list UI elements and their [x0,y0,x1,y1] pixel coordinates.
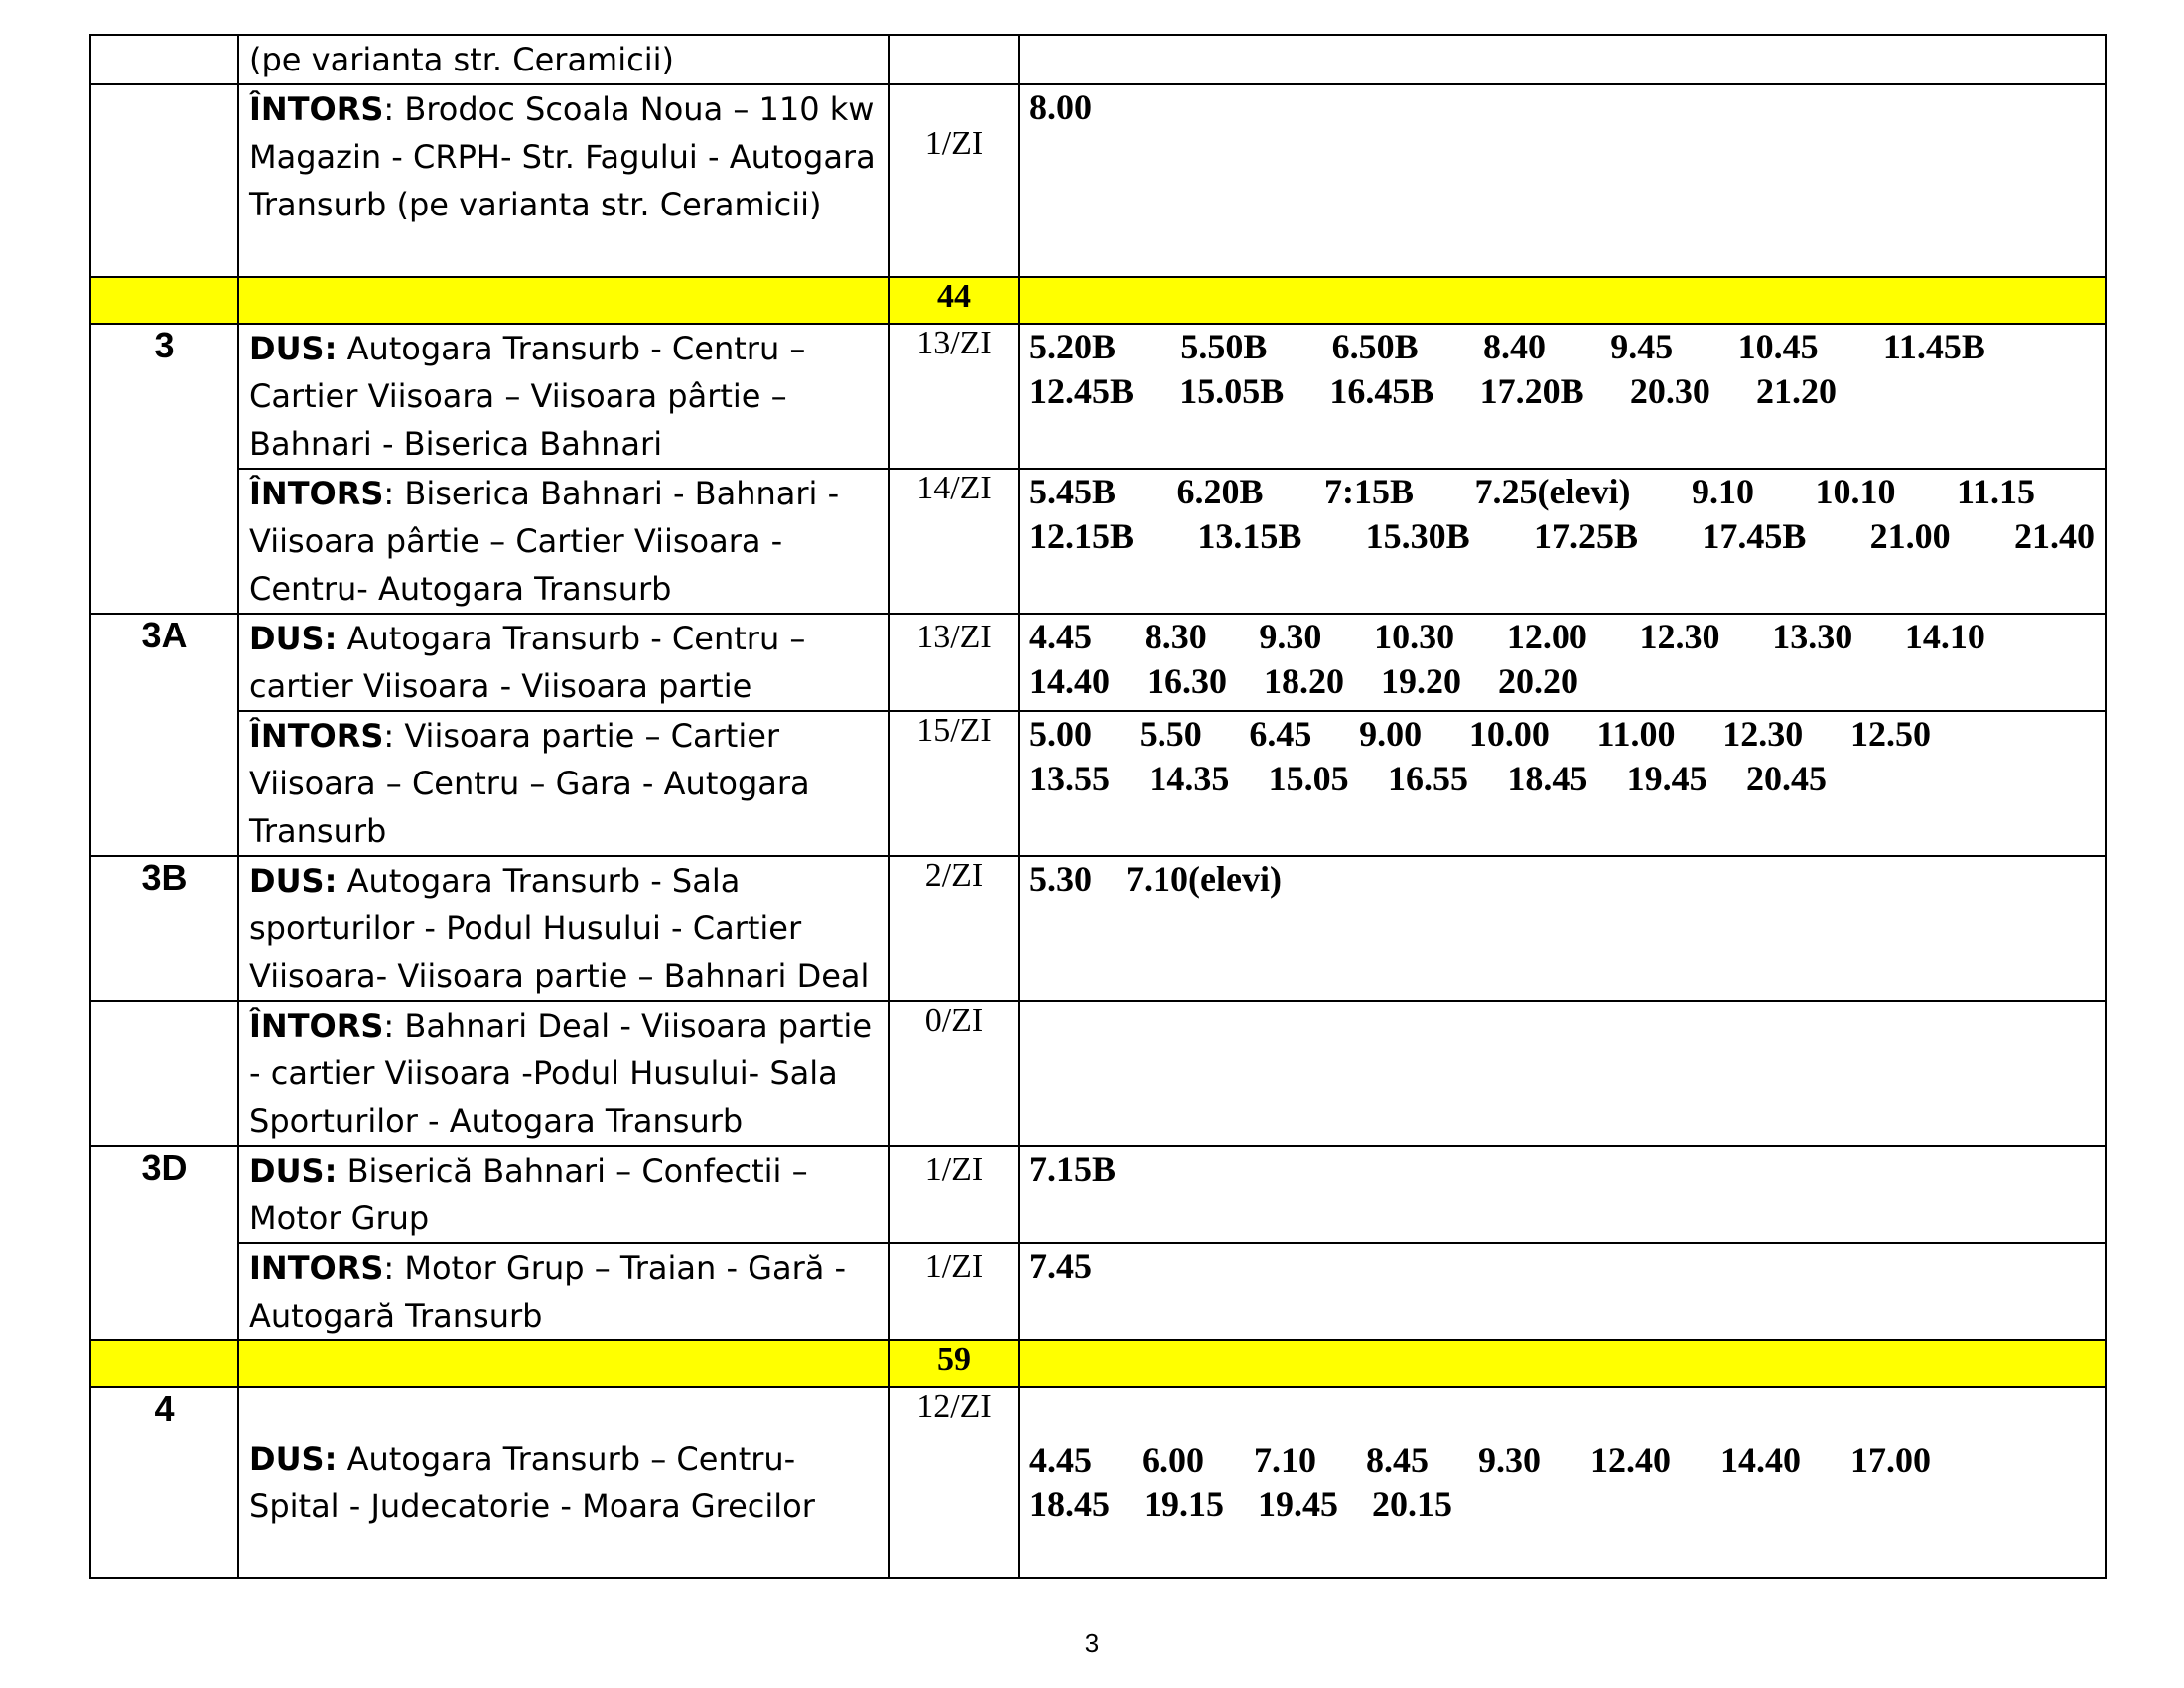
times-cell [1019,1243,2106,1340]
departure-time: 8.40 [1482,327,1546,366]
departure-time: 15.05 [1268,759,1349,798]
departure-time: 9.30 [1259,617,1322,656]
departure-time: 4.45 [1029,1440,1092,1479]
page-number: 3 [1084,1628,1100,1658]
departure-time: 8.00 [1029,87,1092,127]
departure-time: 13.15B [1197,516,1302,556]
departure-time: 18.45 [1029,1484,1110,1524]
times-cell [1019,711,2106,856]
frequency-cell: 1/ZI [889,1146,1019,1243]
frequency-cell: 0/ZI [889,1001,1019,1146]
route-text: : Brodoc Scoala Noua – 110 kw Magazin - CRPH- Str. Fagului - Autogara Transurb (pe varianta str. Ceramicii) [249,90,876,223]
departure-time: 12.40 [1590,1440,1671,1479]
departure-time: 7.25(elevi) [1474,472,1631,511]
departure-time: 14.40 [1029,661,1110,701]
route-cell: DUS: Autogara Transurb - Centru – cartier Viisoara - Viisoara partie [238,614,889,711]
departure-time: 13.30 [1772,617,1853,656]
total-value: 59 [889,1340,1019,1387]
times-cell [1019,614,2106,711]
departure-time: 19.45 [1258,1484,1338,1524]
frequency-cell: 14/ZI [889,469,1019,614]
line-number-cell [90,35,238,84]
route-cell: DUS: Autogara Transurb – Centru- Spital - Judecatorie - Moara Grecilor [238,1387,889,1578]
times-cell [1019,1387,2106,1578]
departure-time: 11.45B [1882,327,1985,366]
departure-time: 14.35 [1149,759,1230,798]
departure-time: 6.45 [1249,714,1312,754]
departure-time: 20.15 [1372,1484,1452,1524]
total-row [90,1340,2106,1387]
schedule-table [89,34,2107,1579]
times-cell [1019,1146,2106,1243]
times-cell [1019,1001,2106,1146]
departure-time: 12.45B [1029,371,1135,411]
line-number-cell: 3D [90,1146,238,1340]
route-cell [238,35,889,84]
table-row [90,1146,2106,1243]
departure-time: 5.45B [1029,472,1117,511]
frequency-cell [889,35,1019,84]
frequency-cell: 13/ZI [889,614,1019,711]
departure-time: 17.25B [1533,516,1638,556]
departure-time: 21.20 [1756,371,1837,411]
departure-time: 5.50 [1139,714,1202,754]
departure-time: 18.20 [1264,661,1344,701]
times-cell [1019,469,2106,614]
line-number-cell: 3 [90,324,238,614]
table-row [90,1387,2106,1578]
route-cell: DUS: Autogara Transurb - Sala sporturilor - Podul Husului - Cartier Viisoara- Viisoara partie – Bahnari Deal [238,856,889,1001]
frequency-cell: 12/ZI [889,1387,1019,1578]
departure-time: 4.45 [1029,617,1092,656]
departure-time: 20.20 [1498,661,1578,701]
frequency-cell: 1/ZI [889,1243,1019,1340]
departure-time: 7.15B [1029,1149,1117,1189]
departure-time: 9.45 [1610,327,1674,366]
line-number-cell [90,1001,238,1146]
route-text: (pe varianta str. Ceramicii) [249,41,674,78]
frequency-cell: 1/ZI [889,84,1019,277]
departure-time: 19.20 [1381,661,1461,701]
total-row [90,277,2106,324]
departure-time: 15.30B [1365,516,1470,556]
route-cell: ÎNTORS: Biserica Bahnari - Bahnari - Viisoara pârtie – Cartier Viisoara - Centru- Autogara Transurb [238,469,889,614]
departure-time: 15.05B [1179,371,1285,411]
departure-time: 14.40 [1720,1440,1801,1479]
table-row [90,614,2106,711]
departure-time: 9.10 [1691,472,1754,511]
departure-time: 19.15 [1144,1484,1224,1524]
departure-time: 5.20B [1029,327,1117,366]
departure-time: 10.30 [1374,617,1455,656]
departure-time: 7.10 [1254,1440,1316,1479]
departure-time: 20.45 [1745,759,1827,798]
table-row [90,84,2106,277]
departure-time: 7.45 [1029,1246,1092,1286]
table-row [90,856,2106,1001]
times-cell [1019,35,2106,84]
departure-time: 18.45 [1507,759,1588,798]
route-cell: DUS: Autogara Transurb - Centru – Cartier Viisoara – Viisoara pârtie – Bahnari - Biserica Bahnari [238,324,889,469]
line-number-cell: 4 [90,1387,238,1578]
departure-time: 21.40 [2013,516,2095,556]
departure-time: 17.20B [1479,371,1584,411]
departure-time: 20.30 [1629,371,1710,411]
table-row [90,35,2106,84]
route-cell: INTORS: Motor Grup – Traian - Gară - Autogară Transurb [238,1243,889,1340]
departure-time: 21.00 [1869,516,1951,556]
departure-time: 13.55 [1029,759,1110,798]
departure-time: 9.30 [1478,1440,1541,1479]
departure-time: 5.00 [1029,714,1092,754]
departure-time: 16.55 [1387,759,1468,798]
departure-time: 16.45B [1329,371,1434,411]
departure-time: 12.50 [1849,714,1931,754]
departure-time: 10.10 [1815,472,1896,511]
departure-time: 11.15 [1956,472,2035,511]
departure-time: 5.30 [1029,859,1092,899]
departure-time: 14.10 [1904,617,1985,656]
table-row [90,1243,2106,1340]
total-value: 44 [889,277,1019,324]
times-cell [1019,324,2106,469]
departure-time: 12.00 [1506,617,1587,656]
departure-time: 12.30 [1722,714,1804,754]
times-cell [1019,856,2106,1001]
frequency-cell: 15/ZI [889,711,1019,856]
departure-time: 12.15B [1029,516,1135,556]
departure-time: 8.30 [1144,617,1207,656]
departure-time: 16.30 [1147,661,1227,701]
departure-time: 19.45 [1626,759,1707,798]
table-row [90,711,2106,856]
departure-time: 6.00 [1142,1440,1204,1479]
frequency-cell: 2/ZI [889,856,1019,1001]
departure-time: 12.30 [1639,617,1720,656]
departure-time: 7:15B [1324,472,1415,511]
departure-time: 7.10(elevi) [1126,859,1282,899]
departure-time: 17.00 [1850,1440,1931,1479]
departure-time: 8.45 [1366,1440,1429,1479]
departure-time: 6.20B [1176,472,1264,511]
departure-time: 5.50B [1180,327,1268,366]
table-row [90,324,2106,469]
departure-time: 6.50B [1331,327,1419,366]
route-cell: ÎNTORS: Bahnari Deal - Viisoara partie - cartier Viisoara -Podul Husului- Sala Sporturilor - Autogara Transurb [238,1001,889,1146]
departure-time: 11.00 [1596,714,1676,754]
route-cell: DUS: Biserică Bahnari – Confectii – Motor Grup [238,1146,889,1243]
direction-label: ÎNTORS [249,90,384,128]
table-row [90,1001,2106,1146]
route-cell [238,84,889,277]
line-number-cell: 3B [90,856,238,1001]
departure-time: 10.45 [1737,327,1819,366]
frequency-cell: 13/ZI [889,324,1019,469]
departure-time: 10.00 [1468,714,1550,754]
departure-time: 9.00 [1359,714,1423,754]
route-cell: ÎNTORS: Viisoara partie – Cartier Viisoara – Centru – Gara - Autogara Transurb [238,711,889,856]
departure-time: 17.45B [1702,516,1807,556]
times-cell [1019,84,2106,277]
line-number-cell: 3A [90,614,238,856]
line-number-cell [90,84,238,277]
table-row [90,469,2106,614]
